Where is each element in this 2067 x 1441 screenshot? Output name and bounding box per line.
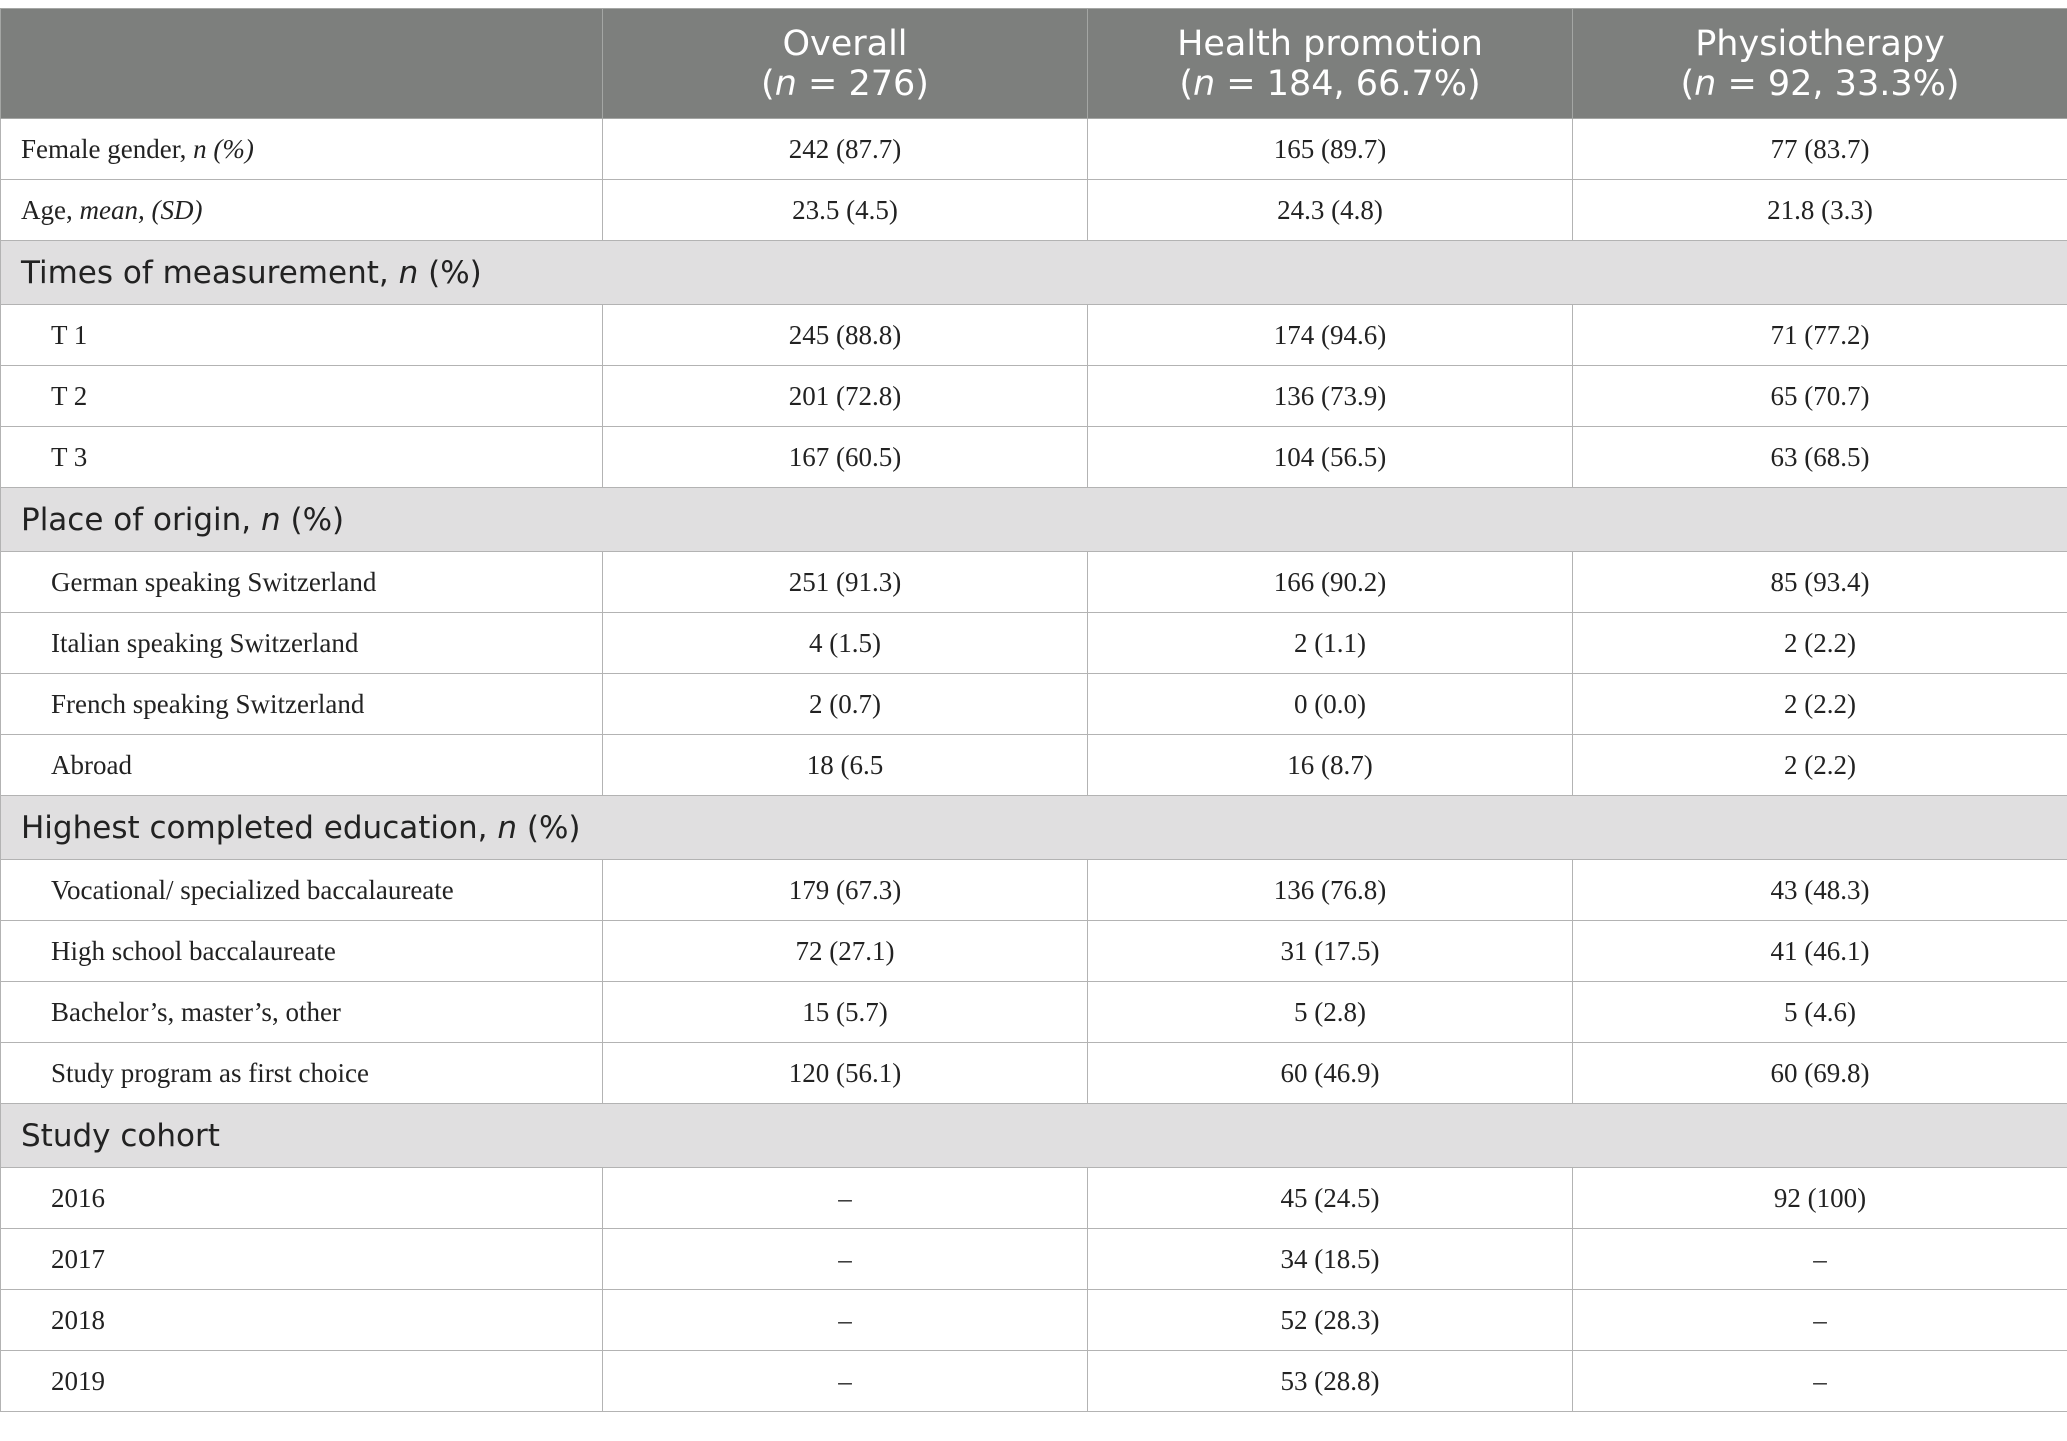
cell-overall: 179 (67.3) xyxy=(603,860,1088,921)
table-row xyxy=(1,1290,2067,1351)
cell-physiotherapy: 2 (2.2) xyxy=(1573,735,2067,796)
cell-health-promotion: 31 (17.5) xyxy=(1088,921,1573,982)
cell-overall: 120 (56.1) xyxy=(603,1043,1088,1104)
cell-health-promotion: 165 (89.7) xyxy=(1088,119,1573,180)
cell-health-promotion: 45 (24.5) xyxy=(1088,1168,1573,1229)
cell-overall: 4 (1.5) xyxy=(603,613,1088,674)
header-overall-detail: = 276) xyxy=(796,63,929,104)
row-label: T 3 xyxy=(1,427,603,488)
row-label: Study program as first choice xyxy=(1,1043,603,1104)
cell-physiotherapy: 77 (83.7) xyxy=(1573,119,2067,180)
table-row xyxy=(1,305,2067,366)
cell-health-promotion: 2 (1.1) xyxy=(1088,613,1573,674)
table-row xyxy=(1,1168,2067,1229)
row-label-italic: n (%) xyxy=(193,133,254,164)
row-label: Italian speaking Switzerland xyxy=(1,613,603,674)
cell-physiotherapy: 85 (93.4) xyxy=(1573,552,2067,613)
row-label: 2019 xyxy=(1,1351,603,1412)
row-label-text: Age, xyxy=(21,194,80,225)
cell-physiotherapy: 2 (2.2) xyxy=(1573,613,2067,674)
section-title-end: (%) xyxy=(280,501,345,538)
section-title-text: Place of origin, xyxy=(21,501,261,538)
cell-overall: 18 (6.5 xyxy=(603,735,1088,796)
table-row xyxy=(1,427,2067,488)
cell-overall: 201 (72.8) xyxy=(603,366,1088,427)
cell-overall: 72 (27.1) xyxy=(603,921,1088,982)
cell-overall: 245 (88.8) xyxy=(603,305,1088,366)
row-label: Bachelor’s, master’s, other xyxy=(1,982,603,1043)
row-label: German speaking Switzerland xyxy=(1,552,603,613)
cell-physiotherapy: – xyxy=(1573,1229,2067,1290)
table-row xyxy=(1,366,2067,427)
cell-physiotherapy: 65 (70.7) xyxy=(1573,366,2067,427)
row-label: T 2 xyxy=(1,366,603,427)
row-label: 2016 xyxy=(1,1168,603,1229)
cell-overall: 15 (5.7) xyxy=(603,982,1088,1043)
header-physiotherapy: Physiotherapy (n = 92, 33.3%) xyxy=(1573,9,2067,119)
demographics-table xyxy=(0,8,2067,1412)
row-label-text: Female gender, xyxy=(21,133,194,164)
row-label xyxy=(1,180,603,241)
cell-health-promotion: 136 (73.9) xyxy=(1088,366,1573,427)
table-row xyxy=(1,921,2067,982)
cell-physiotherapy: 71 (77.2) xyxy=(1573,305,2067,366)
cell-health-promotion: 166 (90.2) xyxy=(1088,552,1573,613)
table-row xyxy=(1,982,2067,1043)
table-row xyxy=(1,1351,2067,1412)
header-overall: Overall (n = 276) xyxy=(603,9,1088,119)
section-title xyxy=(1,796,2067,860)
table-row xyxy=(1,860,2067,921)
header-physio-detail: = 92, 33.3%) xyxy=(1716,63,1960,104)
section-highest-education xyxy=(1,796,2067,860)
cell-physiotherapy: – xyxy=(1573,1290,2067,1351)
cell-physiotherapy: 60 (69.8) xyxy=(1573,1043,2067,1104)
row-label: Abroad xyxy=(1,735,603,796)
cell-physiotherapy: 43 (48.3) xyxy=(1573,860,2067,921)
cell-health-promotion: 60 (46.9) xyxy=(1088,1043,1573,1104)
cell-overall: – xyxy=(603,1351,1088,1412)
cell-overall: 23.5 (4.5) xyxy=(603,180,1088,241)
row-label: Vocational/ specialized baccalaureate xyxy=(1,860,603,921)
section-title xyxy=(1,488,2067,552)
cell-physiotherapy: 92 (100) xyxy=(1573,1168,2067,1229)
cell-health-promotion: 5 (2.8) xyxy=(1088,982,1573,1043)
section-title-text: Times of measurement, xyxy=(21,254,399,291)
row-label xyxy=(1,119,603,180)
row-label: 2017 xyxy=(1,1229,603,1290)
cell-health-promotion: 52 (28.3) xyxy=(1088,1290,1573,1351)
header-health-name: Health promotion xyxy=(1177,23,1483,64)
cell-health-promotion: 24.3 (4.8) xyxy=(1088,180,1573,241)
table-row xyxy=(1,613,2067,674)
section-title-end: (%) xyxy=(418,254,482,291)
header-row xyxy=(1,9,2067,119)
cell-health-promotion: 104 (56.5) xyxy=(1088,427,1573,488)
table-row xyxy=(1,1229,2067,1290)
cell-overall: – xyxy=(603,1229,1088,1290)
cell-health-promotion: 0 (0.0) xyxy=(1088,674,1573,735)
table-row-female-gender xyxy=(1,119,2067,180)
section-title xyxy=(1,241,2067,305)
cell-health-promotion: 174 (94.6) xyxy=(1088,305,1573,366)
section-study-cohort xyxy=(1,1104,2067,1168)
header-overall-n: n xyxy=(774,63,797,104)
cell-health-promotion: 53 (28.8) xyxy=(1088,1351,1573,1412)
cell-physiotherapy: – xyxy=(1573,1351,2067,1412)
header-physio-n: n xyxy=(1694,63,1717,104)
table-row xyxy=(1,552,2067,613)
cell-physiotherapy: 41 (46.1) xyxy=(1573,921,2067,982)
section-title-end: (%) xyxy=(517,809,581,846)
row-label-italic: mean, (SD) xyxy=(79,194,203,225)
header-health-promotion: Health promotion (n = 184, 66.7%) xyxy=(1088,9,1573,119)
cell-overall: 251 (91.3) xyxy=(603,552,1088,613)
cell-overall: – xyxy=(603,1290,1088,1351)
section-times-of-measurement xyxy=(1,241,2067,305)
header-health-detail: = 184, 66.7%) xyxy=(1215,63,1481,104)
cell-physiotherapy: 5 (4.6) xyxy=(1573,982,2067,1043)
header-overall-name: Overall xyxy=(782,23,908,64)
section-title-italic: n xyxy=(398,254,419,291)
cell-overall: 242 (87.7) xyxy=(603,119,1088,180)
cell-physiotherapy: 63 (68.5) xyxy=(1573,427,2067,488)
cell-physiotherapy: 21.8 (3.3) xyxy=(1573,180,2067,241)
table-row xyxy=(1,674,2067,735)
cell-overall: 167 (60.5) xyxy=(603,427,1088,488)
header-physio-name: Physiotherapy xyxy=(1695,23,1945,64)
cell-health-promotion: 136 (76.8) xyxy=(1088,860,1573,921)
section-title-text: Highest completed education, xyxy=(21,809,498,846)
cell-overall: – xyxy=(603,1168,1088,1229)
cell-overall: 2 (0.7) xyxy=(603,674,1088,735)
row-label: T 1 xyxy=(1,305,603,366)
header-health-n: n xyxy=(1192,63,1216,104)
cell-health-promotion: 34 (18.5) xyxy=(1088,1229,1573,1290)
row-label: High school baccalaureate xyxy=(1,921,603,982)
cell-health-promotion: 16 (8.7) xyxy=(1088,735,1573,796)
header-blank xyxy=(1,9,603,119)
section-title-italic: n xyxy=(260,501,281,538)
row-label: 2018 xyxy=(1,1290,603,1351)
cell-physiotherapy: 2 (2.2) xyxy=(1573,674,2067,735)
table-row xyxy=(1,1043,2067,1104)
section-title-italic: n xyxy=(497,809,517,846)
section-place-of-origin xyxy=(1,488,2067,552)
table-row-age xyxy=(1,180,2067,241)
section-title: Study cohort xyxy=(1,1104,2067,1168)
table-row xyxy=(1,735,2067,796)
row-label: French speaking Switzerland xyxy=(1,674,603,735)
